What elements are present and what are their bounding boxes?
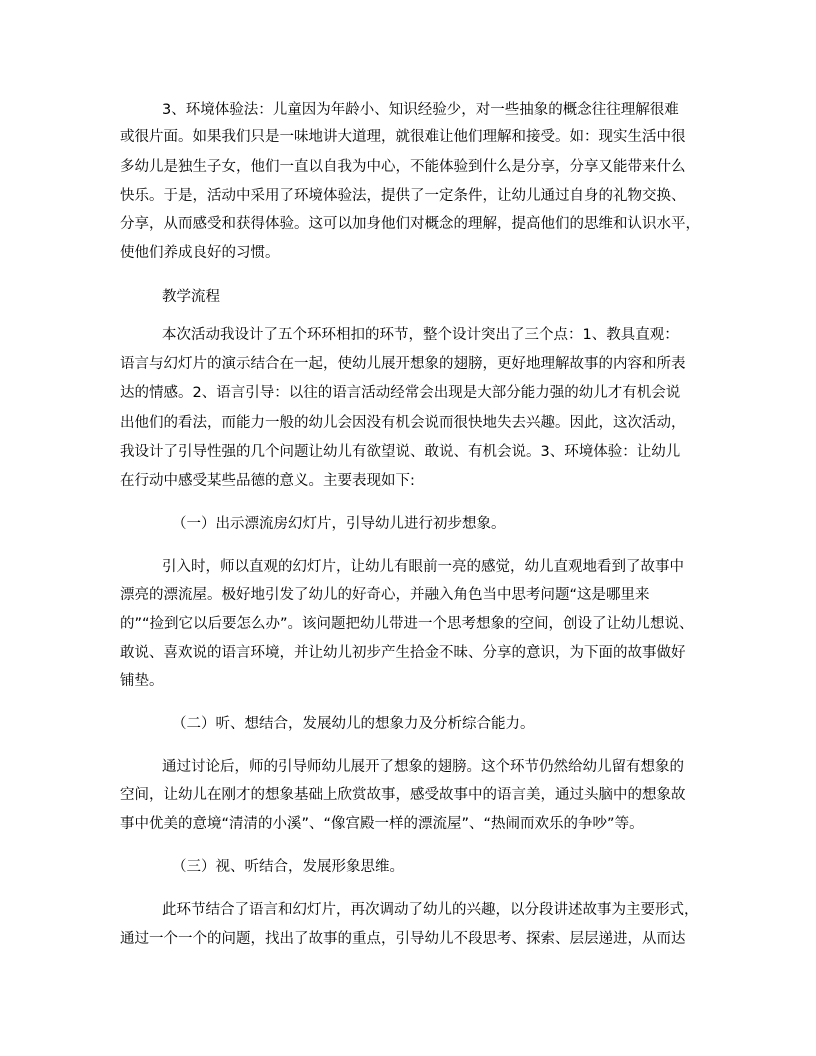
paragraph-line: 分享，从而感受和获得体验。这可以加身他们对概念的理解，提高他们的思维和认识水平， bbox=[120, 216, 700, 232]
paragraph-line: 漂亮的漂流屋。极好地引发了幼儿的好奇心，并融入角色当中思考问题“这是哪里来 bbox=[120, 587, 650, 603]
paragraph-line: 达的情感。2、语言引导：以往的语言活动经常会出现是大部分能力强的幼儿才有机会说 bbox=[120, 385, 681, 401]
paragraph-line: 本次活动我设计了五个环环相扣的环节，整个设计突出了三个点：1、教具直观： bbox=[162, 327, 679, 343]
paragraph-line: 的”“捡到它以后要怎么办”。该问题把幼儿带进一个思考想象的空间，创设了让幼儿想说、 bbox=[120, 616, 694, 632]
paragraph-line: 通过一个一个的问题，找出了故事的重点，引导幼儿不段思考、探索、层层递进，从而达 bbox=[120, 931, 686, 947]
paragraph-line: 出他们的看法，而能力一般的幼儿会因没有机会说而很快地失去兴趣。因此，这次活动， bbox=[120, 415, 686, 431]
paragraph-line: 我设计了引导性强的几个问题让幼儿有欲望说、敢说、有机会说。3、环境体验：让幼儿 bbox=[120, 444, 681, 460]
subheading: （一）出示漂流房幻灯片，引导幼儿进行初步想象。 bbox=[172, 516, 506, 532]
paragraph-line: 使他们养成良好的习惯。 bbox=[120, 245, 280, 261]
paragraph-line: 事中优美的意境“清清的小溪”、“像宫殿一样的漂流屋”、“热闹而欢乐的争吵”等。 bbox=[120, 816, 644, 832]
paragraph-line: 此环节结合了语言和幻灯片，再次调动了幼儿的兴趣，以分段讲述故事为主要形式， bbox=[162, 902, 699, 918]
subheading: （三）视、听结合，发展形象思维。 bbox=[172, 859, 404, 875]
paragraph-line: 敢说、喜欢说的语言环境，并让幼儿初步产生拾金不昧、分享的意识，为下面的故事做好 bbox=[120, 645, 686, 661]
paragraph-line: 在行动中感受某些品德的意义。主要表现如下: bbox=[120, 473, 415, 489]
paragraph-line: 3、环境体验法：儿童因为年龄小、知识经验少，对一些抽象的概念往往理解很难 bbox=[162, 102, 679, 118]
paragraph-line: 快乐。于是，活动中采用了环境体验法，提供了一定条件，让幼儿通过自身的礼物交换、 bbox=[120, 188, 686, 204]
paragraph-line: 多幼儿是独生子女，他们一直以自我为中心，不能体验到什么是分享，分享又能带来什么 bbox=[120, 159, 686, 175]
paragraph-line: 或很片面。如果我们只是一味地讲大道理，就很难让他们理解和接受。如：现实生活中很 bbox=[120, 129, 686, 145]
paragraph-line: 引入时，师以直观的幻灯片，让幼儿有眼前一亮的感觉，幼儿直观地看到了故事中 bbox=[162, 559, 684, 575]
subheading: （二）听、想结合，发展幼儿的想象力及分析综合能力。 bbox=[172, 716, 535, 732]
paragraph-line: 通过讨论后，师的引导师幼儿展开了想象的翅膀。这个环节仍然给幼儿留有想象的 bbox=[162, 759, 684, 775]
section-heading: 教学流程 bbox=[162, 289, 220, 305]
paragraph-line: 空间，让幼儿在刚才的想象基础上欣赏故事，感受故事中的语言美，通过头脑中的想象故 bbox=[120, 787, 686, 803]
paragraph-line: 铺垫。 bbox=[120, 673, 164, 689]
paragraph-line: 语言与幻灯片的演示结合在一起，使幼儿展开想象的翅膀，更好地理解故事的内容和所表 bbox=[120, 356, 686, 372]
